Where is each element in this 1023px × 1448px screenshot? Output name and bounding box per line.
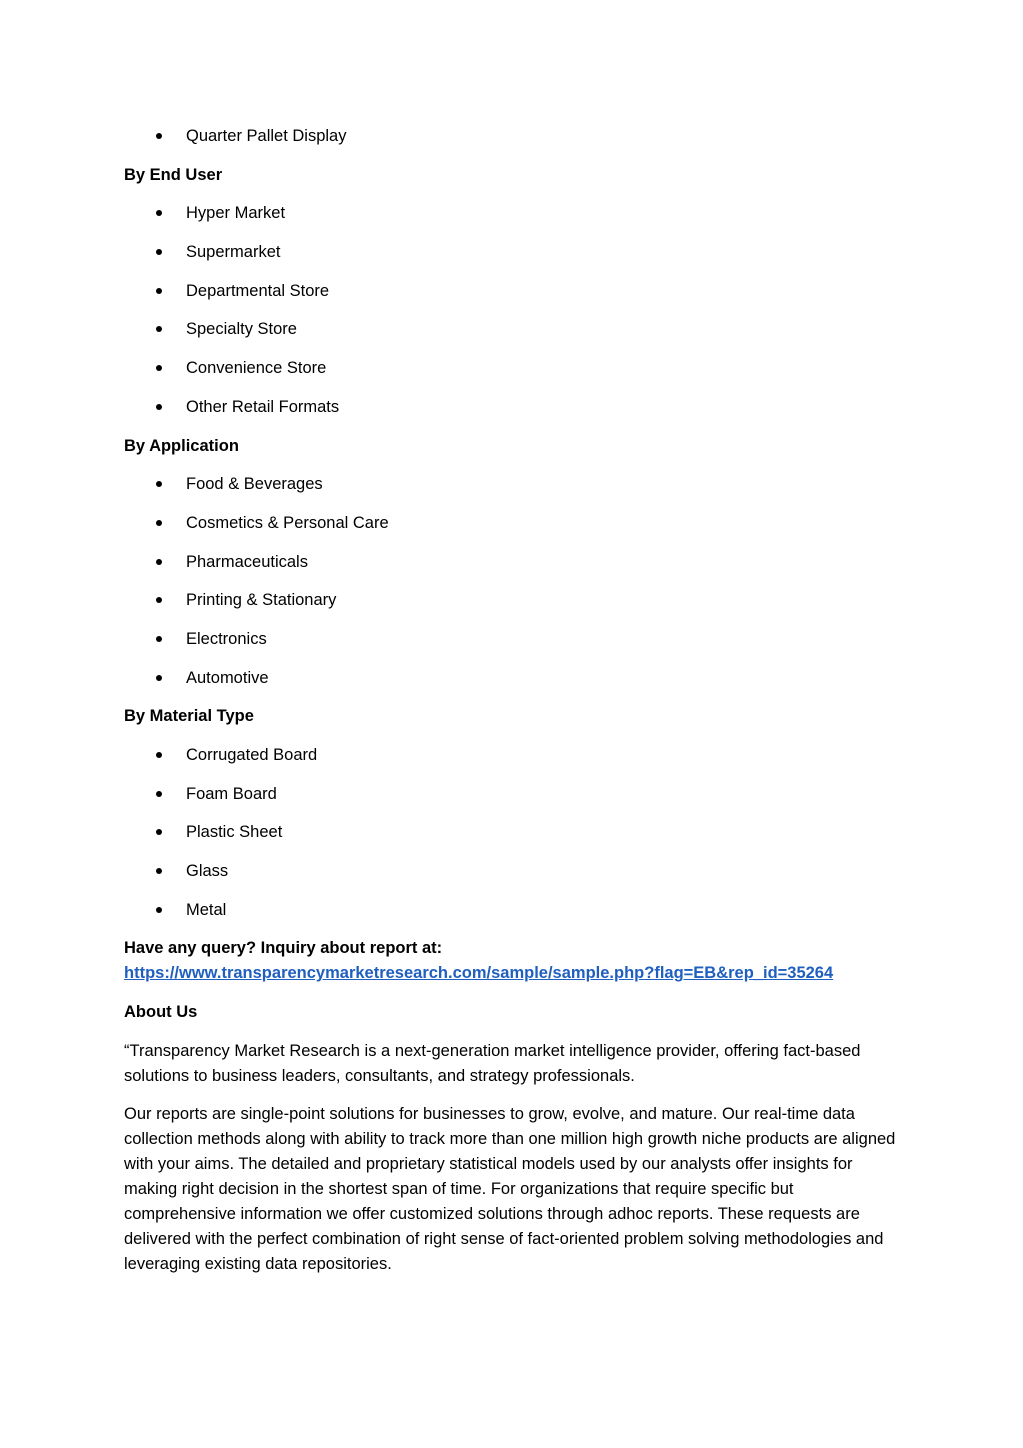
list-item-label: Foam Board <box>186 784 277 803</box>
bullet-icon <box>156 326 162 332</box>
list-item <box>124 395 904 420</box>
bullet-icon <box>156 752 162 758</box>
end-user-list <box>124 201 904 419</box>
list-item <box>124 782 904 807</box>
bullet-icon <box>156 404 162 410</box>
bullet-icon <box>156 210 162 216</box>
list-item-label: Quarter Pallet Display <box>186 127 347 145</box>
bullet-icon <box>156 636 162 642</box>
section-heading-end-user: By End User <box>124 165 223 184</box>
list-item <box>124 240 904 265</box>
about-paragraph-details: Our reports are single-point solutions for businesses to grow, evolve, and mature. Our real-time data collection methods along with ability to track more than one million high growth niche products are aligned with your aims. The detailed and proprietary statistical models used by our analysts offer insights for making right decision in the shortest span of time. For organizations that require specific but comprehensive information we offer customized solutions through adhoc reports. These requests are delivered with the perfect combination of right sense of fact-oriented problem solving methodologies and leveraging existing data repositories. <box>124 1104 896 1273</box>
list-item-label: Metal <box>186 900 227 919</box>
query-label: Have any query? Inquiry about report at: <box>124 939 443 958</box>
top-list <box>124 124 904 149</box>
bullet-icon <box>156 907 162 913</box>
bullet-icon <box>156 133 162 139</box>
bullet-icon <box>156 559 162 565</box>
list-item-label: Specialty Store <box>186 320 297 339</box>
list-item <box>124 124 904 149</box>
list-item-label: Printing & Stationary <box>186 591 337 610</box>
list-item-label: Cosmetics & Personal Care <box>186 513 389 532</box>
section-heading-application: By Application <box>124 436 239 455</box>
bullet-icon <box>156 249 162 255</box>
list-item <box>124 898 904 923</box>
list-item <box>124 472 904 497</box>
material-type-list <box>124 743 904 923</box>
list-item <box>124 317 904 342</box>
list-item <box>124 666 904 691</box>
list-item <box>124 279 904 304</box>
bullet-icon <box>156 675 162 681</box>
list-item <box>124 820 904 845</box>
list-item <box>124 201 904 226</box>
bullet-icon <box>156 597 162 603</box>
list-item <box>124 588 904 613</box>
bullet-icon <box>156 791 162 797</box>
bullet-icon <box>156 288 162 294</box>
list-item <box>124 743 904 768</box>
list-item <box>124 859 904 884</box>
list-item-label: Supermarket <box>186 243 281 262</box>
list-item <box>124 627 904 652</box>
list-item-label: Automotive <box>186 668 269 687</box>
bullet-icon <box>156 868 162 874</box>
about-us-heading: About Us <box>124 1003 198 1022</box>
list-item-label: Electronics <box>186 629 267 648</box>
list-item <box>124 550 904 575</box>
list-item <box>124 511 904 536</box>
bullet-icon <box>156 520 162 526</box>
bullet-icon <box>156 829 162 835</box>
list-item-label: Glass <box>186 862 229 881</box>
list-item-label: Departmental Store <box>186 281 330 300</box>
document-content <box>124 124 904 1290</box>
bullet-icon <box>156 365 162 371</box>
list-item-label: Convenience Store <box>186 359 327 378</box>
list-item-label: Pharmaceuticals <box>186 552 308 571</box>
list-item-label: Plastic Sheet <box>186 823 283 842</box>
list-item-label: Hyper Market <box>186 204 286 223</box>
list-item-label: Corrugated Board <box>186 746 318 764</box>
section-heading-material-type: By Material Type <box>124 707 254 726</box>
report-sample-link[interactable]: https://www.transparencymarketresearch.com/sample/sample.php?flag=EB&rep_id=35264 <box>124 964 834 983</box>
list-item <box>124 356 904 381</box>
bullet-icon <box>156 481 162 487</box>
about-paragraph-intro: “Transparency Market Research is a next-generation market intelligence provider, offering fact-based solutions to business leaders, consultants, and strategy professionals. <box>124 1041 861 1085</box>
query-block <box>124 936 904 986</box>
list-item-label: Other Retail Formats <box>186 397 340 416</box>
application-list <box>124 472 904 690</box>
list-item-label: Food & Beverages <box>186 475 323 494</box>
